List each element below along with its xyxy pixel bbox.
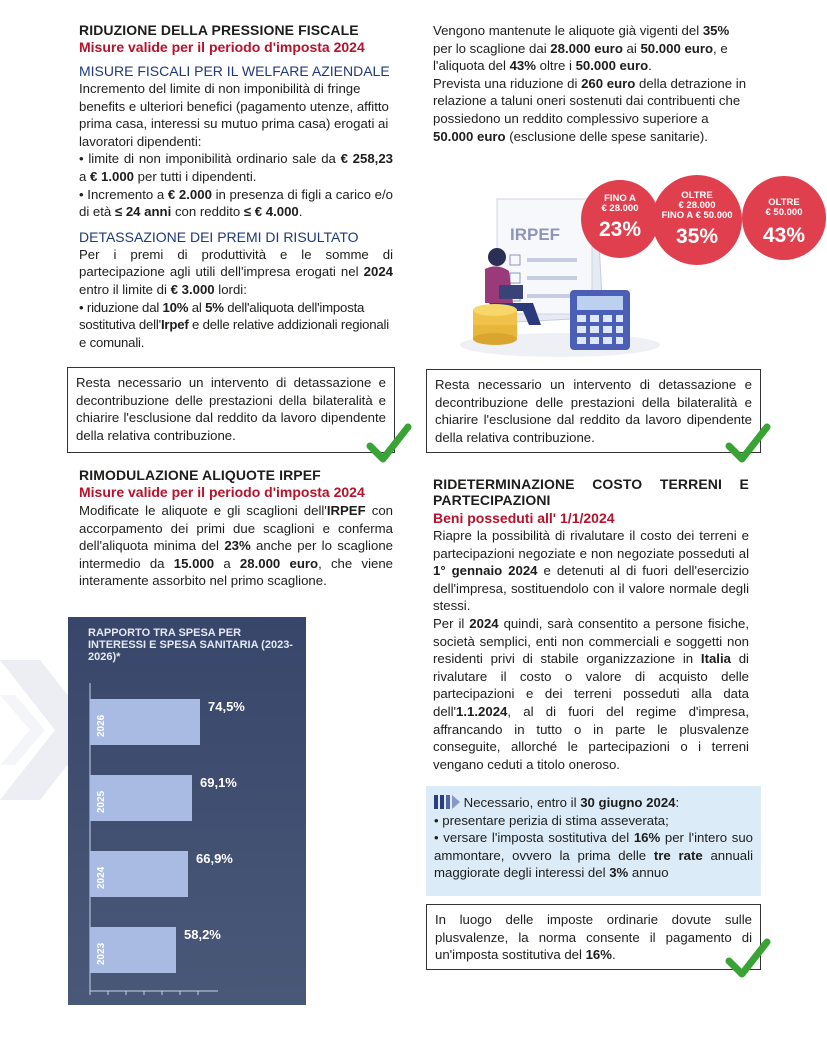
welfare-bullet-1: • limite di non imponibilità ordinario sale da € 258,23 a € 1.000 per tutti i dipendenti. xyxy=(79,151,393,184)
terreni-paragraph-2: Per il 2024 quindi, sarà consentito a persone fisiche, società semplici, enti non commerciali e soggetti non residenti privi di stabile organizzazione in Italia di rivalutare il costo o valore di acquisto delle partecipazioni e dei terreni posseduti alla data dell'1.1.2024, al di fuori del regime d'impresa, affrancando in tutto o in parte le plusvalenze conseguite, allorché le partecipazioni o i terreni vengano ceduti a titolo oneroso. xyxy=(433,615,749,772)
section-aliquote-irpef xyxy=(79,467,393,590)
welfare-bullet-2: • Incremento a € 2.000 in presenza di figli a carico e/o di età ≤ 24 anni con reddito ≤ € 4.000. xyxy=(79,186,393,220)
chart-category-label: 2026 xyxy=(96,714,107,737)
chart-value-label: 69,1% xyxy=(200,775,237,790)
note-box-left: Resta necessario un intervento di detassazione e decontribuzione delle prestazioni della bilateralità e chiarire l'esclusione dal reddito da lavoro dipendente della relativa contribuzione. xyxy=(67,367,395,453)
info-bullet-2: • versare l'imposta sostitutiva del 16% per l'intero suo ammontare, ovvero la prima delle tre rate annuali maggiorate degli interessi del 3% annuo xyxy=(434,830,753,881)
checkmark-icon xyxy=(725,935,771,981)
chart-value-label: 74,5% xyxy=(208,699,245,714)
badge-23 xyxy=(581,180,659,258)
section-subtitle: Misure valide per il periodo d'imposta 2024 xyxy=(79,484,365,500)
badge-line1: OLTRE xyxy=(768,197,800,208)
section-subtitle: Beni posseduti all' 1/1/2024 xyxy=(433,510,615,526)
badge-43 xyxy=(742,176,826,260)
badge-line1: FINO A xyxy=(604,193,636,204)
badge-line1: OLTRE xyxy=(681,190,713,201)
aliquote-text-1: Vengono mantenute le aliquote già vigenti del 35% per lo scaglione dai 28.000 euro ai 50.000 euro, e l'aliquota del 43% oltre i 50.000 euro. xyxy=(433,23,730,74)
badge-line3: FINO A € 50.000 xyxy=(661,210,733,221)
badge-line2: € 50.000 xyxy=(765,207,803,218)
premi-bullet: • riduzione dal 10% al 5% dell'aliquota dell'imposta sostitutiva dell'Irpef e delle relative addizionali regionali e comunali. xyxy=(79,299,389,350)
chart-panel xyxy=(68,617,306,1005)
welfare-intro: Incremento del limite di non imponibilità di fringe benefits e ulteriori benefici (pagamento utenze, affitto prima casa, interessi su mutuo prima casa) erogati ai lavoratori dipendenti: xyxy=(79,81,389,149)
info-header: Necessario, entro il 30 giugno 2024: xyxy=(434,794,753,812)
badge-pct: 35% xyxy=(675,225,719,248)
section-title: RIMODULAZIONE ALIQUOTE IRPEF xyxy=(79,467,321,483)
welfare-subtitle: MISURE FISCALI PER IL WELFARE AZIENDALE xyxy=(79,63,390,79)
premi-subtitle: DETASSAZIONE DEI PREMI DI RISULTATO xyxy=(79,228,359,245)
badge-pct: 23% xyxy=(598,218,642,241)
section-subtitle: Misure valide per il periodo d'imposta 2024 xyxy=(79,39,365,55)
chart-title: RAPPORTO TRA SPESA PER INTERESSI E SPESA SANITARIA (2023-2026)* xyxy=(88,627,293,663)
chart-category-label: 2023 xyxy=(96,942,107,965)
stripes-icon xyxy=(434,795,460,809)
irpef-doc-label: IRPEF xyxy=(510,225,561,244)
badge-line2: € 28.000 xyxy=(601,203,639,214)
info-box xyxy=(426,786,761,896)
aliquote-paragraph xyxy=(433,22,749,145)
note-box-bottom: In luogo delle imposte ordinarie dovute sulle plusvalenze, la norma consente il pagamento di un'imposta sostitutiva del 16%. xyxy=(426,904,761,970)
section-pressione-fiscale xyxy=(79,22,393,351)
note-box-right: Resta necessario un intervento di detassazione e decontribuzione delle prestazioni della bilateralità e chiarire l'esclusione dal reddito da lavoro dipendente della relativa contribuzione. xyxy=(426,369,761,453)
info-bullet-1: • presentare perizia di stima asseverata; xyxy=(434,812,669,828)
terreni-paragraph-1: Riapre la possibilità di rivalutare il costo dei terreni e partecipazioni negoziate e non negoziate posseduti al 1° gennaio 2024 e detenuti al di fuori dell'esercizio dell'impresa, sostituendolo con il valore normale degli stessi. xyxy=(433,528,750,614)
aliquote-text-2: Prevista una riduzione di 260 euro della detrazione in relazione a taluni oneri sostenuti dai contribuenti che possiedono un reddito complessivo superiore a 50.000 euro (esclusione delle spese sanitarie). xyxy=(433,75,747,144)
irpef-paragraph: Modificate le aliquote e gli scaglioni dell'IRPEF con accorpamento dei primi due scaglioni e conferma dell'aliquota minima del 23% anche per lo scaglione intermedio da 15.000 a 28.000 euro, che viene interamente assorbito nel primo scaglione. xyxy=(79,503,393,589)
badge-line2: € 28.000 xyxy=(678,200,716,211)
badge-35 xyxy=(652,175,742,265)
section-title-line1: RIDETERMINAZIONE COSTO TERRENI E xyxy=(433,476,749,492)
checkmark-icon xyxy=(366,420,412,466)
chart-category-label: 2024 xyxy=(96,866,107,889)
section-terreni-partecipazioni xyxy=(433,476,749,773)
chart-value-label: 58,2% xyxy=(184,927,221,942)
checkmark-icon xyxy=(725,420,771,466)
chart-category-label: 2025 xyxy=(96,790,107,813)
section-title: RIDUZIONE DELLA PRESSIONE FISCALE xyxy=(79,22,359,38)
section-title-line2: PARTECIPAZIONI xyxy=(433,492,551,508)
chart-value-label: 66,9% xyxy=(196,851,233,866)
badge-pct: 43% xyxy=(762,224,806,247)
premi-paragraph: Per i premi di produttività e le somme di partecipazione agli utili dell'impresa erogati nel 2024 entro il limite di € 3.000 lordi: xyxy=(79,246,393,297)
